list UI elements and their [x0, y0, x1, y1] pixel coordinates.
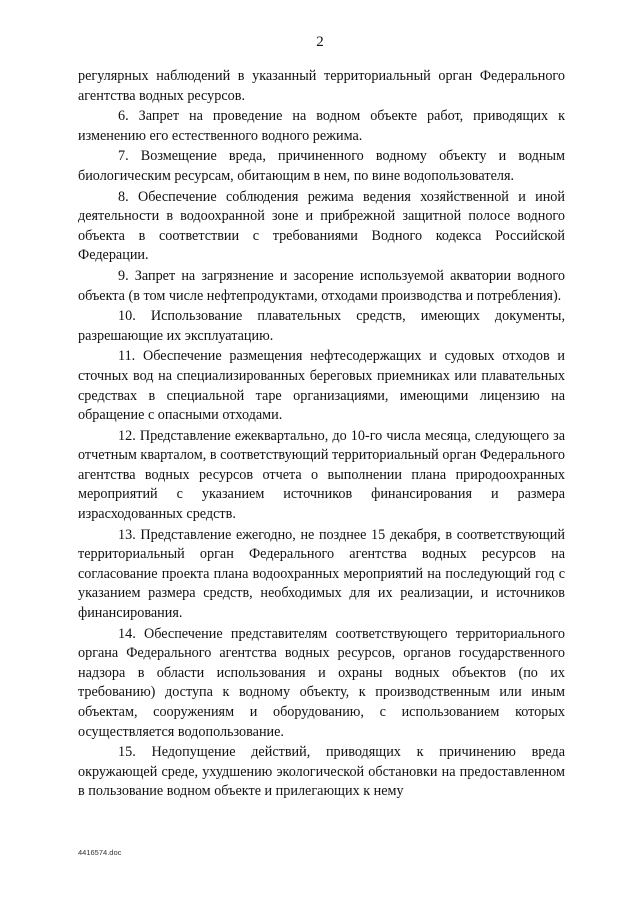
- paragraph-item-10: 10. Использование плавательных средств, имеющих документы, разрешающие их эксплуатацию.: [78, 308, 565, 344]
- paragraph-item-12: 12. Представление ежеквартально, до 10-го числа месяца, следующего за отчетным кварталом, в соответствующий территориальный орган Федерального агентства водных ресурсов отчета о выполнении плана природоохранных мероприятий с указанием источников финансирования и размера израсходованных средств.: [78, 427, 565, 523]
- paragraph-item-11: 11. Обеспечение размещения нефтесодержащих и судовых отходов и сточных вод на специализированных береговых приемниках или плавательных средствах в специальной таре организациями, имеющими лицензию на обращение с опасными отходами.: [78, 348, 565, 424]
- paragraph-item-15: 15. Недопущение действий, приводящих к причинению вреда окружающей среде, ухудшению экологической обстановки на предоставленном в пользование водном объекте и прилегающих к нему: [78, 744, 565, 800]
- document-footer-filename: 4416574.doc: [78, 848, 122, 857]
- paragraph-item-13: 13. Представление ежегодно, не позднее 15 декабря, в соответствующий территориальный орган Федерального агентства водных ресурсов на согласование проекта плана водоохранных мероприятий на последующий год с указанием размера средств, необходимых для их реализации, и источников финансирования.: [78, 526, 565, 622]
- paragraph-item-14: 14. Обеспечение представителям соответствующего территориального органа Федерального агентства водных ресурсов, органов государственного надзора в области использования и охраны водных объектов (по их требованию) доступа к водному объекту, к производственным или иным объектам, сооружениям и оборудованию, с использованием которых осуществляется водопользование.: [78, 625, 565, 740]
- paragraph-item-9: 9. Запрет на загрязнение и засорение используемой акватории водного объекта (в том числе нефтепродуктами, отходами производства и потребления).: [78, 267, 565, 304]
- paragraph-continuation: регулярных наблюдений в указанный территориальный орган Федерального агентства водных ресурсов.: [78, 68, 565, 104]
- paragraph-item-8: 8. Обеспечение соблюдения режима ведения хозяйственной и иной деятельности в водоохранной зоне и прибрежной защитной полосе водного объекта в соответствии с требованиями Водного кодекса Российской Федерации.: [78, 188, 565, 264]
- paragraph-item-6: 6. Запрет на проведение на водном объекте работ, приводящих к изменению его естественного водного режима.: [78, 108, 565, 144]
- document-body: [78, 67, 565, 803]
- paragraph-item-7: 7. Возмещение вреда, причиненного водному объекту и водным биологическим ресурсам, обитающим в нем, по вине водопользователя.: [78, 148, 565, 184]
- page-number: 2: [316, 34, 324, 50]
